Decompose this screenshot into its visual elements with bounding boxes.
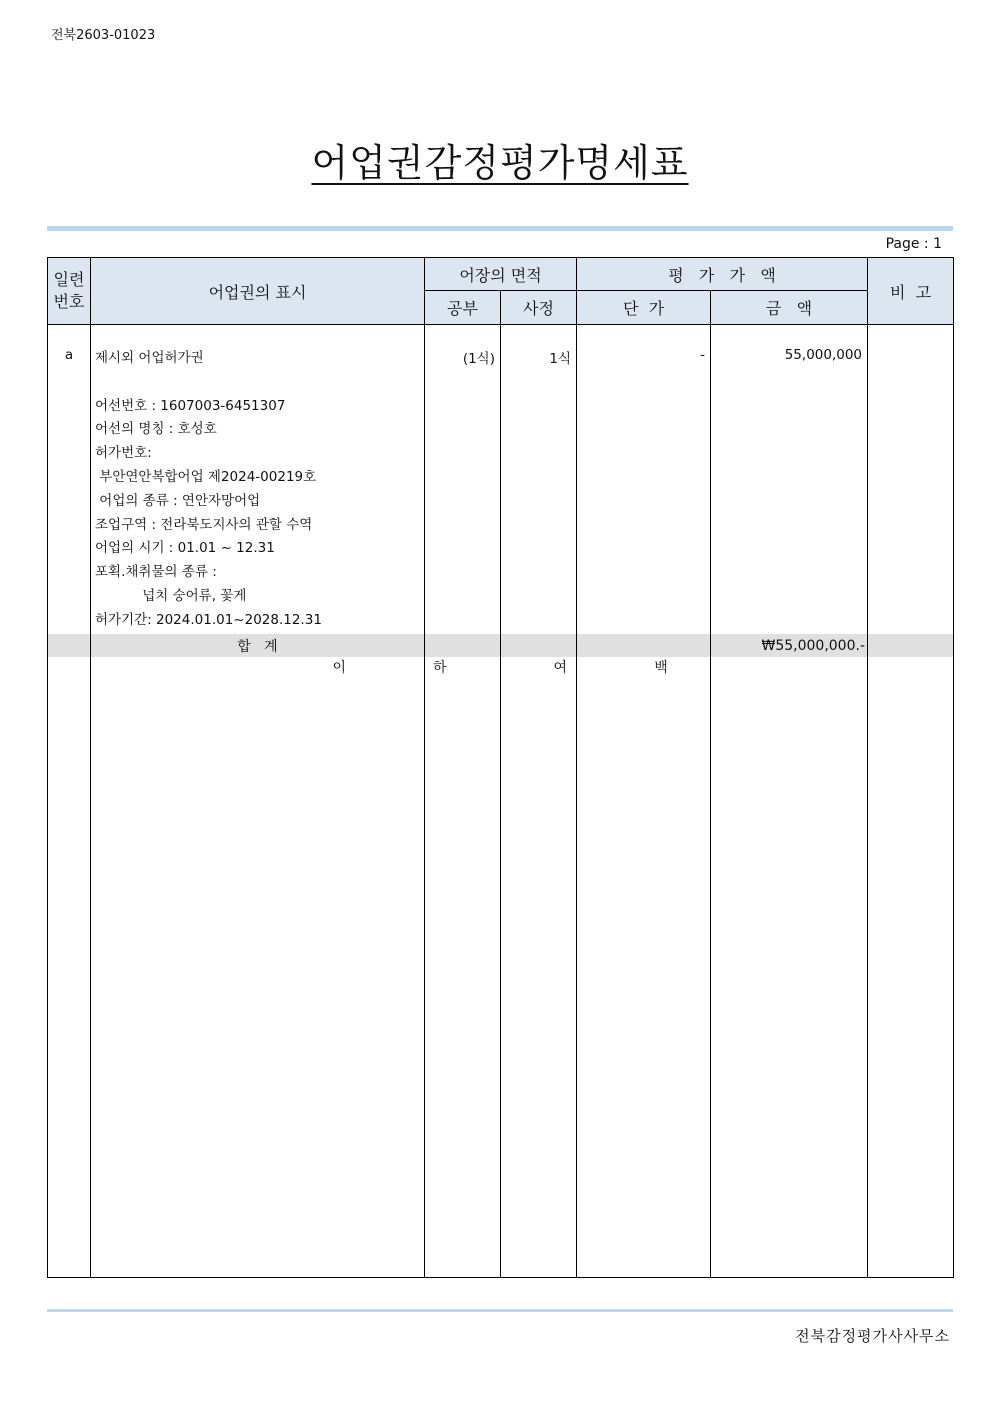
item-display (91, 325, 425, 635)
detail-line: 어선의 명칭 : 호성호 (95, 421, 217, 438)
detail-line: 조업구역 : 전라북도지사의 관할 수역 (95, 516, 313, 533)
total-amount: ₩55,000,000.- (711, 634, 868, 657)
total-label-text: 합 계 (237, 638, 278, 655)
total-area-official (425, 634, 501, 657)
item-row (48, 325, 954, 635)
stamp-row (48, 657, 954, 1278)
detail-line: 어업의 종류 : 연안자망어업 (95, 492, 261, 509)
detail-line: 포획.채취물의 종류 : (95, 564, 217, 581)
item-area-official: (1식) (425, 325, 501, 635)
header-valuation (577, 258, 868, 291)
appraisal-table (47, 257, 954, 1278)
header-area-official: 공부 (425, 291, 501, 325)
detail-line: 어업의 시기 : 01.01 ~ 12.31 (95, 540, 275, 557)
total-row (48, 634, 954, 657)
header-serial-line2: 번호 (53, 292, 85, 311)
total-remarks (868, 634, 954, 657)
page-number: Page : 1 (885, 236, 942, 252)
header-valuation-label: 평 가 가 액 (668, 265, 776, 285)
total-serial (48, 634, 91, 657)
detail-line: 허가기간: 2024.01.01~2028.12.31 (95, 611, 322, 628)
stamp-remarks (868, 657, 954, 1278)
detail-line: 허가번호: (95, 445, 152, 462)
header-serial-line1: 일련 (53, 270, 85, 289)
document-code: 전북2603-01023 (51, 28, 156, 43)
header-amount-label: 금 액 (765, 299, 813, 318)
stamp-word-3: 여 (501, 657, 577, 1278)
total-unit-price (577, 634, 711, 657)
item-name: 제시외 어업허가권 (95, 350, 204, 366)
total-label (91, 634, 425, 657)
header-remarks-label: 비 고 (889, 282, 932, 302)
item-remarks (868, 325, 954, 635)
detail-line: 어선번호 : 1607003-6451307 (95, 397, 286, 414)
stamp-word-4: 백 (577, 657, 711, 1278)
header-unit-price (577, 291, 711, 325)
top-divider (47, 226, 953, 231)
header-remarks (868, 258, 954, 325)
item-area-actual: 1식 (501, 325, 577, 635)
header-serial (48, 258, 91, 325)
detail-line: 부안연안복합어업 제2024-00219호 (95, 468, 317, 485)
stamp-word-1: 이 (91, 657, 425, 1278)
item-amount: 55,000,000 (711, 325, 868, 635)
item-unit-price: - (577, 325, 711, 635)
title-text: 어업권감정평가명세표 (311, 141, 689, 185)
total-area-actual (501, 634, 577, 657)
header-amount (711, 291, 868, 325)
header-display: 어업권의 표시 (91, 258, 425, 325)
header-unit-price-label: 단 가 (622, 299, 665, 318)
document-title (0, 132, 1000, 187)
header-area: 어장의 면적 (425, 258, 577, 291)
stamp-serial (48, 657, 91, 1278)
stamp-word-2: 하 (425, 657, 501, 1278)
stamp-amount (711, 657, 868, 1278)
item-serial: a (48, 325, 91, 635)
office-name: 전북감정평가사사무소 (795, 1327, 950, 1345)
header-area-actual: 사정 (501, 291, 577, 325)
bottom-divider (47, 1309, 953, 1312)
detail-line: 넙치 숭어류, 꽃게 (95, 587, 247, 604)
